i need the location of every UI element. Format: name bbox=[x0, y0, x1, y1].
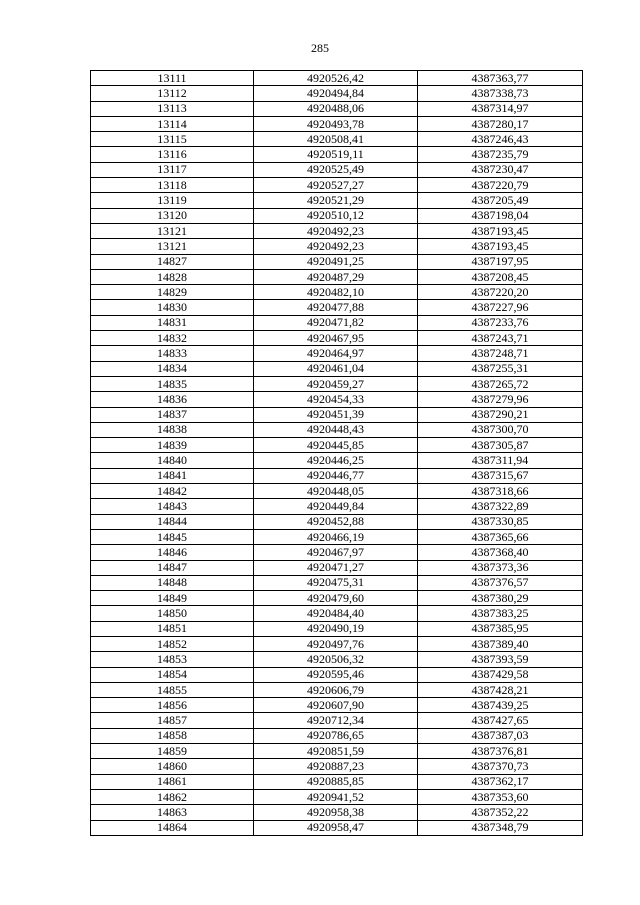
point-number-cell: 13111 bbox=[91, 71, 254, 86]
x-coordinate-cell: 4920958,47 bbox=[254, 820, 418, 835]
y-coordinate-cell: 4387365,66 bbox=[418, 529, 583, 544]
x-coordinate-cell: 4920958,38 bbox=[254, 805, 418, 820]
x-coordinate-cell: 4920490,19 bbox=[254, 621, 418, 636]
point-number-cell: 13115 bbox=[91, 132, 254, 147]
point-number-cell: 14864 bbox=[91, 820, 254, 835]
x-coordinate-cell: 4920467,97 bbox=[254, 545, 418, 560]
point-number-cell: 14834 bbox=[91, 361, 254, 376]
table-row bbox=[91, 606, 583, 621]
table-row bbox=[91, 682, 583, 697]
x-coordinate-cell: 4920471,27 bbox=[254, 560, 418, 575]
x-coordinate-cell: 4920510,12 bbox=[254, 208, 418, 223]
x-coordinate-cell: 4920452,88 bbox=[254, 514, 418, 529]
point-number-cell: 14862 bbox=[91, 789, 254, 804]
point-number-cell: 14842 bbox=[91, 484, 254, 499]
point-number-cell: 14863 bbox=[91, 805, 254, 820]
table-row bbox=[91, 315, 583, 330]
y-coordinate-cell: 4387348,79 bbox=[418, 820, 583, 835]
x-coordinate-cell: 4920484,40 bbox=[254, 606, 418, 621]
coordinates-table bbox=[90, 70, 583, 836]
point-number-cell: 13121 bbox=[91, 239, 254, 254]
coordinates-table-body bbox=[91, 71, 583, 836]
x-coordinate-cell: 4920521,29 bbox=[254, 193, 418, 208]
table-row bbox=[91, 728, 583, 743]
x-coordinate-cell: 4920487,29 bbox=[254, 269, 418, 284]
point-number-cell: 14857 bbox=[91, 713, 254, 728]
x-coordinate-cell: 4920887,23 bbox=[254, 759, 418, 774]
x-coordinate-cell: 4920446,25 bbox=[254, 453, 418, 468]
table-row bbox=[91, 254, 583, 269]
y-coordinate-cell: 4387265,72 bbox=[418, 376, 583, 391]
point-number-cell: 14835 bbox=[91, 376, 254, 391]
y-coordinate-cell: 4387373,36 bbox=[418, 560, 583, 575]
table-row bbox=[91, 269, 583, 284]
x-coordinate-cell: 4920494,84 bbox=[254, 86, 418, 101]
point-number-cell: 14838 bbox=[91, 422, 254, 437]
table-row bbox=[91, 468, 583, 483]
y-coordinate-cell: 4387305,87 bbox=[418, 438, 583, 453]
x-coordinate-cell: 4920497,76 bbox=[254, 636, 418, 651]
y-coordinate-cell: 4387197,95 bbox=[418, 254, 583, 269]
x-coordinate-cell: 4920491,25 bbox=[254, 254, 418, 269]
table-row bbox=[91, 698, 583, 713]
point-number-cell: 13117 bbox=[91, 162, 254, 177]
point-number-cell: 14830 bbox=[91, 300, 254, 315]
x-coordinate-cell: 4920488,06 bbox=[254, 101, 418, 116]
x-coordinate-cell: 4920477,88 bbox=[254, 300, 418, 315]
y-coordinate-cell: 4387428,21 bbox=[418, 682, 583, 697]
x-coordinate-cell: 4920851,59 bbox=[254, 744, 418, 759]
table-row bbox=[91, 193, 583, 208]
y-coordinate-cell: 4387387,03 bbox=[418, 728, 583, 743]
y-coordinate-cell: 4387246,43 bbox=[418, 132, 583, 147]
x-coordinate-cell: 4920493,78 bbox=[254, 116, 418, 131]
y-coordinate-cell: 4387352,22 bbox=[418, 805, 583, 820]
table-row bbox=[91, 560, 583, 575]
x-coordinate-cell: 4920445,85 bbox=[254, 438, 418, 453]
y-coordinate-cell: 4387315,67 bbox=[418, 468, 583, 483]
y-coordinate-cell: 4387193,45 bbox=[418, 223, 583, 238]
x-coordinate-cell: 4920941,52 bbox=[254, 789, 418, 804]
x-coordinate-cell: 4920506,32 bbox=[254, 652, 418, 667]
x-coordinate-cell: 4920475,31 bbox=[254, 575, 418, 590]
y-coordinate-cell: 4387300,70 bbox=[418, 422, 583, 437]
x-coordinate-cell: 4920479,60 bbox=[254, 591, 418, 606]
y-coordinate-cell: 4387383,25 bbox=[418, 606, 583, 621]
y-coordinate-cell: 4387314,97 bbox=[418, 101, 583, 116]
point-number-cell: 14859 bbox=[91, 744, 254, 759]
table-row bbox=[91, 591, 583, 606]
y-coordinate-cell: 4387279,96 bbox=[418, 392, 583, 407]
point-number-cell: 13114 bbox=[91, 116, 254, 131]
y-coordinate-cell: 4387220,79 bbox=[418, 178, 583, 193]
y-coordinate-cell: 4387243,71 bbox=[418, 331, 583, 346]
x-coordinate-cell: 4920606,79 bbox=[254, 682, 418, 697]
y-coordinate-cell: 4387330,85 bbox=[418, 514, 583, 529]
y-coordinate-cell: 4387290,21 bbox=[418, 407, 583, 422]
x-coordinate-cell: 4920459,27 bbox=[254, 376, 418, 391]
table-row bbox=[91, 667, 583, 682]
y-coordinate-cell: 4387362,17 bbox=[418, 774, 583, 789]
table-row bbox=[91, 116, 583, 131]
point-number-cell: 14844 bbox=[91, 514, 254, 529]
table-row bbox=[91, 789, 583, 804]
x-coordinate-cell: 4920525,49 bbox=[254, 162, 418, 177]
table-row bbox=[91, 331, 583, 346]
x-coordinate-cell: 4920467,95 bbox=[254, 331, 418, 346]
table-row bbox=[91, 407, 583, 422]
y-coordinate-cell: 4387205,49 bbox=[418, 193, 583, 208]
y-coordinate-cell: 4387227,96 bbox=[418, 300, 583, 315]
y-coordinate-cell: 4387338,73 bbox=[418, 86, 583, 101]
y-coordinate-cell: 4387385,95 bbox=[418, 621, 583, 636]
y-coordinate-cell: 4387318,66 bbox=[418, 484, 583, 499]
x-coordinate-cell: 4920526,42 bbox=[254, 71, 418, 86]
table-row bbox=[91, 820, 583, 835]
y-coordinate-cell: 4387389,40 bbox=[418, 636, 583, 651]
x-coordinate-cell: 4920492,23 bbox=[254, 223, 418, 238]
y-coordinate-cell: 4387255,31 bbox=[418, 361, 583, 376]
point-number-cell: 13120 bbox=[91, 208, 254, 223]
point-number-cell: 14832 bbox=[91, 331, 254, 346]
table-row bbox=[91, 392, 583, 407]
x-coordinate-cell: 4920461,04 bbox=[254, 361, 418, 376]
x-coordinate-cell: 4920885,85 bbox=[254, 774, 418, 789]
point-number-cell: 14841 bbox=[91, 468, 254, 483]
table-row bbox=[91, 575, 583, 590]
x-coordinate-cell: 4920607,90 bbox=[254, 698, 418, 713]
y-coordinate-cell: 4387363,77 bbox=[418, 71, 583, 86]
table-row bbox=[91, 422, 583, 437]
y-coordinate-cell: 4387439,25 bbox=[418, 698, 583, 713]
y-coordinate-cell: 4387380,29 bbox=[418, 591, 583, 606]
y-coordinate-cell: 4387233,76 bbox=[418, 315, 583, 330]
y-coordinate-cell: 4387220,20 bbox=[418, 285, 583, 300]
point-number-cell: 14845 bbox=[91, 529, 254, 544]
point-number-cell: 13121 bbox=[91, 223, 254, 238]
point-number-cell: 14854 bbox=[91, 667, 254, 682]
x-coordinate-cell: 4920466,19 bbox=[254, 529, 418, 544]
point-number-cell: 14828 bbox=[91, 269, 254, 284]
x-coordinate-cell: 4920471,82 bbox=[254, 315, 418, 330]
x-coordinate-cell: 4920712,34 bbox=[254, 713, 418, 728]
table-row bbox=[91, 805, 583, 820]
page-number: 285 bbox=[311, 41, 329, 55]
table-row bbox=[91, 774, 583, 789]
x-coordinate-cell: 4920527,27 bbox=[254, 178, 418, 193]
point-number-cell: 14840 bbox=[91, 453, 254, 468]
point-number-cell: 14856 bbox=[91, 698, 254, 713]
point-number-cell: 14827 bbox=[91, 254, 254, 269]
table-row bbox=[91, 545, 583, 560]
table-row bbox=[91, 361, 583, 376]
table-row bbox=[91, 652, 583, 667]
point-number-cell: 14855 bbox=[91, 682, 254, 697]
y-coordinate-cell: 4387376,81 bbox=[418, 744, 583, 759]
point-number-cell: 14831 bbox=[91, 315, 254, 330]
y-coordinate-cell: 4387427,65 bbox=[418, 713, 583, 728]
y-coordinate-cell: 4387280,17 bbox=[418, 116, 583, 131]
table-row bbox=[91, 438, 583, 453]
table-row bbox=[91, 453, 583, 468]
y-coordinate-cell: 4387429,58 bbox=[418, 667, 583, 682]
table-row bbox=[91, 239, 583, 254]
y-coordinate-cell: 4387235,79 bbox=[418, 147, 583, 162]
x-coordinate-cell: 4920454,33 bbox=[254, 392, 418, 407]
y-coordinate-cell: 4387208,45 bbox=[418, 269, 583, 284]
y-coordinate-cell: 4387230,47 bbox=[418, 162, 583, 177]
table-row bbox=[91, 208, 583, 223]
x-coordinate-cell: 4920492,23 bbox=[254, 239, 418, 254]
table-row bbox=[91, 300, 583, 315]
table-row bbox=[91, 744, 583, 759]
point-number-cell: 13112 bbox=[91, 86, 254, 101]
point-number-cell: 14843 bbox=[91, 499, 254, 514]
table-row bbox=[91, 132, 583, 147]
point-number-cell: 14848 bbox=[91, 575, 254, 590]
x-coordinate-cell: 4920448,43 bbox=[254, 422, 418, 437]
table-row bbox=[91, 514, 583, 529]
point-number-cell: 14829 bbox=[91, 285, 254, 300]
table-row bbox=[91, 86, 583, 101]
table-row bbox=[91, 178, 583, 193]
point-number-cell: 14833 bbox=[91, 346, 254, 361]
point-number-cell: 13118 bbox=[91, 178, 254, 193]
table-row bbox=[91, 346, 583, 361]
y-coordinate-cell: 4387193,45 bbox=[418, 239, 583, 254]
point-number-cell: 14839 bbox=[91, 438, 254, 453]
y-coordinate-cell: 4387248,71 bbox=[418, 346, 583, 361]
y-coordinate-cell: 4387393,59 bbox=[418, 652, 583, 667]
point-number-cell: 14850 bbox=[91, 606, 254, 621]
x-coordinate-cell: 4920449,84 bbox=[254, 499, 418, 514]
x-coordinate-cell: 4920464,97 bbox=[254, 346, 418, 361]
x-coordinate-cell: 4920508,41 bbox=[254, 132, 418, 147]
table-row bbox=[91, 101, 583, 116]
point-number-cell: 14852 bbox=[91, 636, 254, 651]
y-coordinate-cell: 4387322,89 bbox=[418, 499, 583, 514]
table-row bbox=[91, 285, 583, 300]
y-coordinate-cell: 4387198,04 bbox=[418, 208, 583, 223]
point-number-cell: 14853 bbox=[91, 652, 254, 667]
table-row bbox=[91, 529, 583, 544]
table-row bbox=[91, 376, 583, 391]
table-row bbox=[91, 636, 583, 651]
point-number-cell: 14861 bbox=[91, 774, 254, 789]
y-coordinate-cell: 4387311,94 bbox=[418, 453, 583, 468]
y-coordinate-cell: 4387368,40 bbox=[418, 545, 583, 560]
x-coordinate-cell: 4920448,05 bbox=[254, 484, 418, 499]
point-number-cell: 13113 bbox=[91, 101, 254, 116]
x-coordinate-cell: 4920482,10 bbox=[254, 285, 418, 300]
table-row bbox=[91, 621, 583, 636]
x-coordinate-cell: 4920451,39 bbox=[254, 407, 418, 422]
table-row bbox=[91, 499, 583, 514]
y-coordinate-cell: 4387376,57 bbox=[418, 575, 583, 590]
point-number-cell: 14837 bbox=[91, 407, 254, 422]
y-coordinate-cell: 4387353,60 bbox=[418, 789, 583, 804]
table-row bbox=[91, 147, 583, 162]
x-coordinate-cell: 4920595,46 bbox=[254, 667, 418, 682]
x-coordinate-cell: 4920786,65 bbox=[254, 728, 418, 743]
point-number-cell: 14846 bbox=[91, 545, 254, 560]
point-number-cell: 13119 bbox=[91, 193, 254, 208]
table-row bbox=[91, 162, 583, 177]
point-number-cell: 14851 bbox=[91, 621, 254, 636]
point-number-cell: 13116 bbox=[91, 147, 254, 162]
point-number-cell: 14860 bbox=[91, 759, 254, 774]
point-number-cell: 14849 bbox=[91, 591, 254, 606]
table-row bbox=[91, 223, 583, 238]
table-row bbox=[91, 713, 583, 728]
table-row bbox=[91, 759, 583, 774]
point-number-cell: 14858 bbox=[91, 728, 254, 743]
x-coordinate-cell: 4920519,11 bbox=[254, 147, 418, 162]
point-number-cell: 14836 bbox=[91, 392, 254, 407]
table-row bbox=[91, 71, 583, 86]
table-row bbox=[91, 484, 583, 499]
y-coordinate-cell: 4387370,73 bbox=[418, 759, 583, 774]
x-coordinate-cell: 4920446,77 bbox=[254, 468, 418, 483]
point-number-cell: 14847 bbox=[91, 560, 254, 575]
